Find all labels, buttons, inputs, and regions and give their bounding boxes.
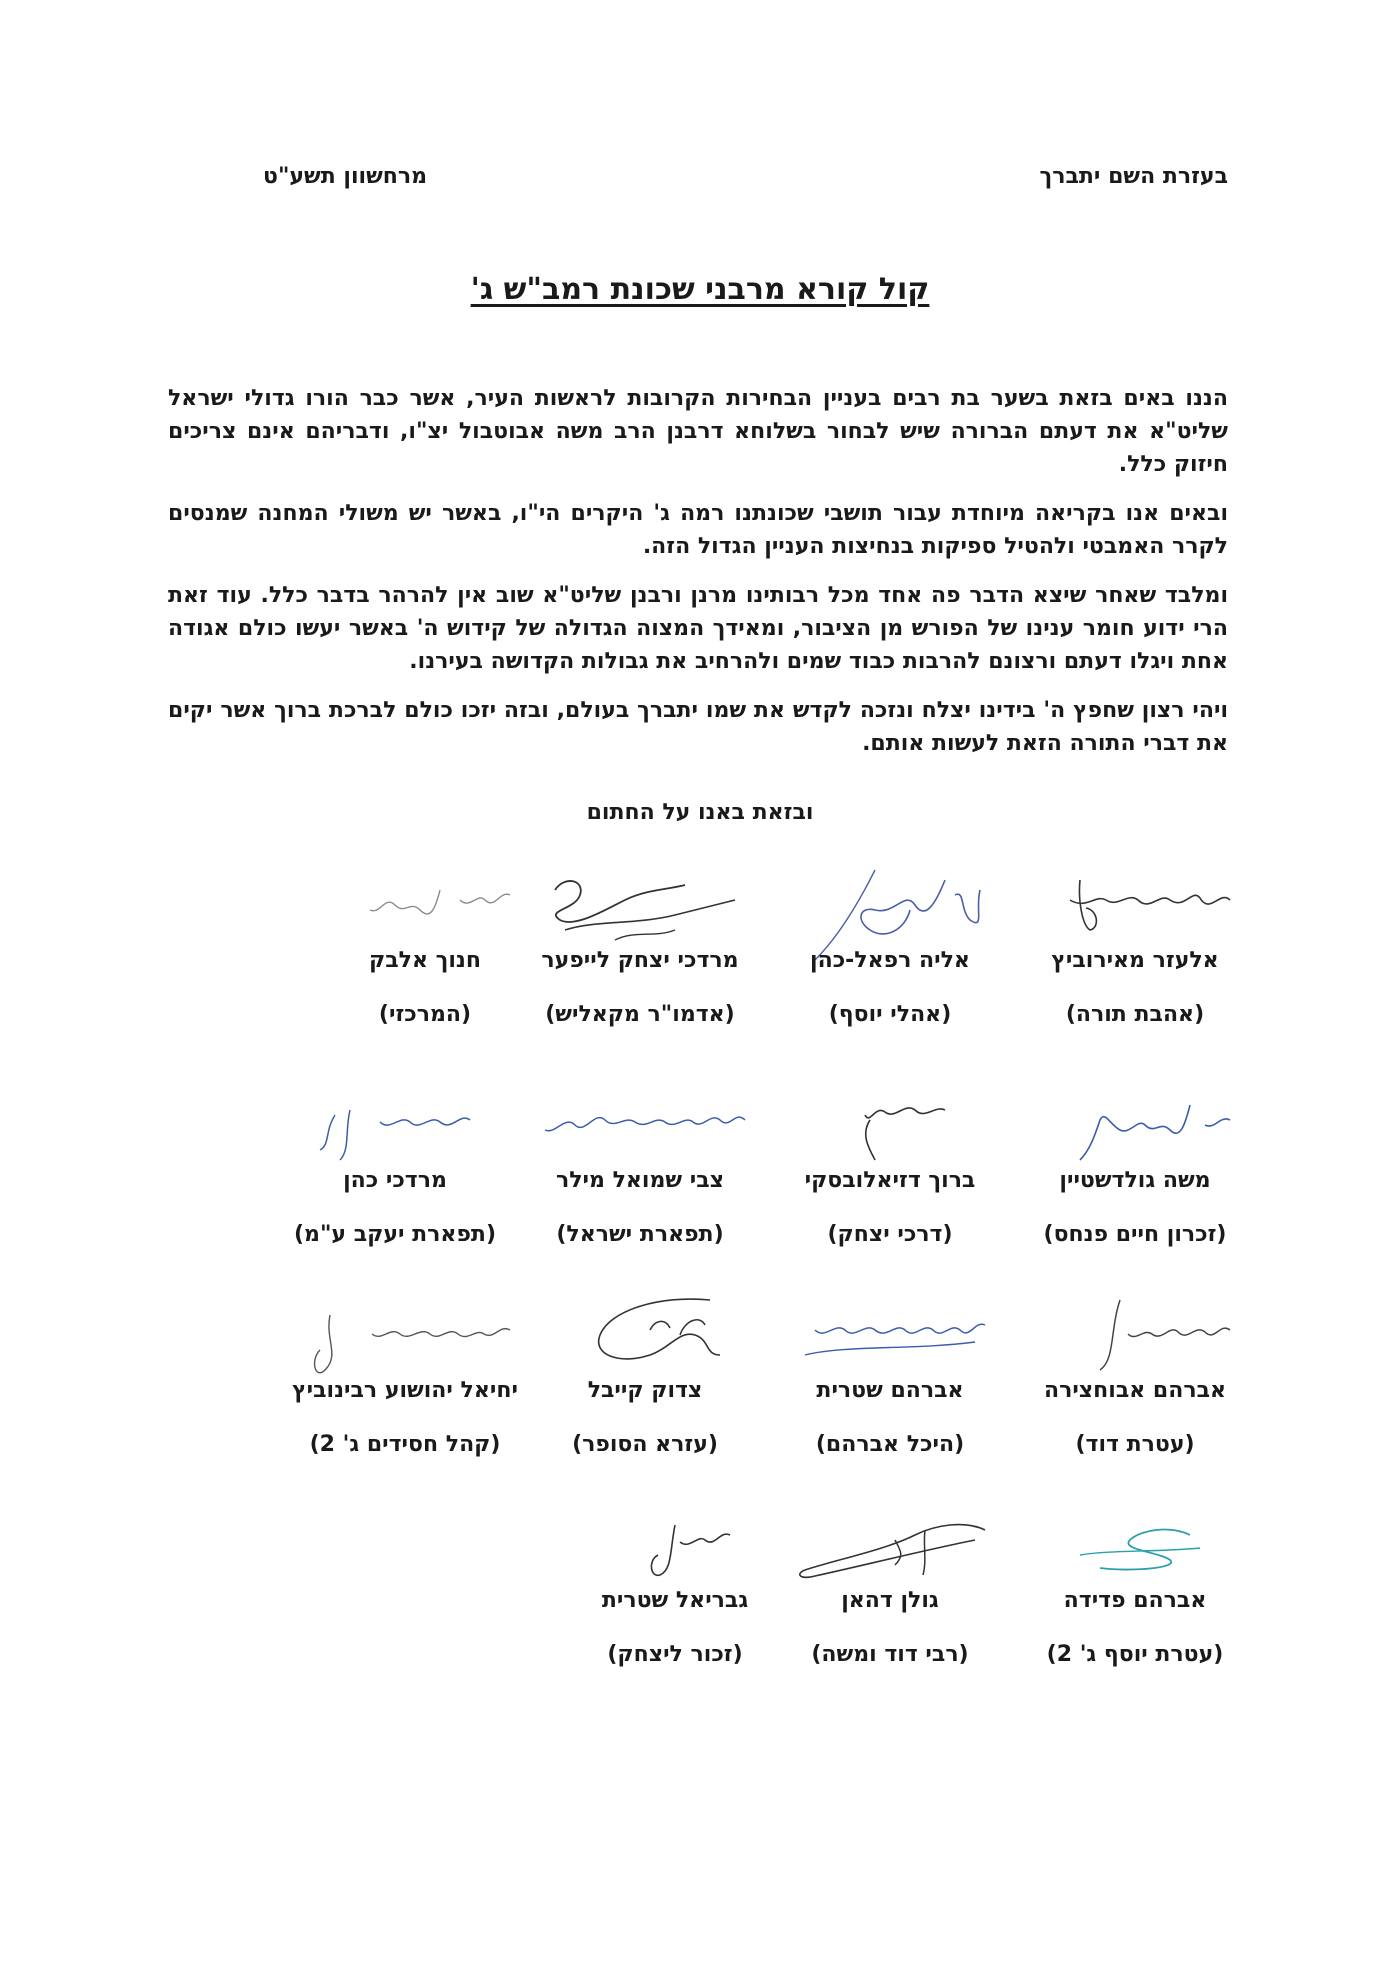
signer-name: אברהם פדידה (1063, 1588, 1207, 1613)
signer-block (1010, 1300, 1260, 1480)
signature-scribble (525, 1090, 755, 1170)
signer-name: אליה רפאל-כהן (810, 948, 970, 973)
signer-institution: (דרכי יצחק) (827, 1222, 953, 1247)
signer-institution: (עטרת דוד) (1075, 1432, 1195, 1457)
signer-name: משה גולדשטיין (1059, 1168, 1211, 1193)
paragraph-1-start: הננו באים בזאת בשער בת רבים בעניין הבחירות הקרובות לראשות העיר, אשר כבר הורו גדולי ישראל שליט"א את דעתם הברורה שיש לבחור בשלוחא דרבנן (168, 386, 1228, 444)
signature-scribble (525, 870, 755, 950)
signature-scribble (1020, 1510, 1250, 1590)
candidate-name: הרב משה אבוטבול (458, 419, 656, 444)
signer-name: אברהם אבוחצירה (1043, 1378, 1227, 1403)
signer-block (550, 1510, 800, 1690)
signer-block (515, 1090, 765, 1270)
signature-image (1020, 870, 1250, 950)
signer-institution: (אהבת תורה) (1065, 1002, 1205, 1027)
signer-block (270, 1090, 520, 1270)
header-date: מרחשוון תשע"ט (263, 164, 428, 189)
signature-image (560, 1510, 790, 1590)
signature-image (775, 1300, 1005, 1380)
signer-name: גבריאל שטרית (601, 1588, 749, 1613)
paragraph-4: ויהי רצון שחפץ ה' בידינו יצלח ונזכה לקדש את שמו יתברך בעולם, ובזה יזכו כולם לברכת ברוך אשר יקים את דברי התורה הזאת לעשות אותם. (168, 698, 1228, 756)
signer-block (1010, 1090, 1260, 1270)
signer-institution: (תפארת יעקב ע"מ) (294, 1222, 496, 1247)
signature-image (1020, 1510, 1250, 1590)
signer-institution: (היכל אברהם) (815, 1432, 965, 1457)
signature-image (775, 1510, 1005, 1590)
signature-scribble (775, 870, 1005, 950)
signature-scribble (290, 1300, 520, 1380)
signer-block (1010, 870, 1260, 1050)
signature-image (525, 870, 755, 950)
signer-name: יחיאל יהושוע רבינוביץ (292, 1378, 518, 1403)
signer-name: חנוך אלבק (369, 948, 481, 973)
document-title: קול קורא מרבני שכונת רמב"ש ג' (470, 272, 930, 307)
signature-scribble (1020, 1300, 1250, 1380)
signer-institution: (עטרת יוסף ג' 2) (1046, 1642, 1224, 1667)
paragraph-1-end: יצ"ו, ודבריהם אינם צריכים חיזוק כלל. (168, 419, 1228, 477)
signer-name: גולן דהאן (841, 1588, 939, 1613)
signer-institution: (רבי דוד ומשה) (811, 1642, 969, 1667)
signature-scribble (310, 870, 540, 950)
signer-institution: (זכור ליצחק) (607, 1642, 743, 1667)
signature-scribble (1020, 870, 1250, 950)
signer-institution: (קהל חסידים ג' 2) (309, 1432, 501, 1457)
signer-institution: (עזרא הסופר) (572, 1432, 718, 1457)
signature-scribble (280, 1090, 510, 1170)
signature-image (1020, 1090, 1250, 1170)
signer-institution: (אדמו"ר מקאליש) (545, 1002, 735, 1027)
signer-block (765, 870, 1015, 1050)
letter-body (168, 382, 1228, 776)
signer-block (280, 1300, 530, 1480)
signature-scribble (775, 1510, 1005, 1590)
paragraph-3: ומלבד שאחר שיצא הדבר פה אחד מכל רבותינו מרנן ורבנן שליט"א שוב אין להרהר בדבר כלל. עוד זאת הרי ידוע חומר ענינו של הפורש מן הציבור, ומאידך המצוה הגדולה של קידוש ה' באשר יעשו כולם אגודה אחת ויגלו דעתם ורצונם להרבות כבוד שמים ולהרחיב את גבולות הקדושה בעירנו. (168, 583, 1228, 674)
paragraph-2: ובאים אנו בקריאה מיוחדת עבור תושבי שכונתנו רמה ג' היקרים הי"ו, באשר יש משולי המחנה שמנסים לקרר האמבטי ולהטיל ספיקות בנחיצות העניין הגדול הזה. (168, 501, 1228, 559)
signer-institution: (תפארת ישראל) (556, 1222, 724, 1247)
signer-name: מרדכי יצחק לייפער (541, 948, 739, 973)
signature-image (1020, 1300, 1250, 1380)
signer-block (765, 1090, 1015, 1270)
signer-name: אלעזר מאירוביץ (1051, 948, 1219, 973)
signature-image (530, 1300, 760, 1380)
signature-image (775, 870, 1005, 950)
header-blessing: בעזרת השם יתברך (1039, 164, 1228, 189)
signer-institution: (זכרון חיים פנחס) (1043, 1222, 1227, 1247)
signature-image (775, 1090, 1005, 1170)
signature-image (280, 1090, 510, 1170)
signer-block (520, 1300, 770, 1480)
signature-scribble (560, 1510, 790, 1590)
signer-institution: (אהלי יוסף) (828, 1002, 952, 1027)
signature-image (290, 1300, 520, 1380)
signer-block (1010, 1510, 1260, 1690)
signer-name: ברוך דזיאלובסקי (804, 1168, 976, 1193)
signer-block (300, 870, 550, 1050)
signature-scribble (775, 1090, 1005, 1170)
paragraph-1 (168, 382, 1228, 481)
signature-scribble (1020, 1090, 1250, 1170)
signer-block (515, 870, 765, 1050)
signer-name: מרדכי כהן (343, 1168, 447, 1193)
signature-image (525, 1090, 755, 1170)
signer-block (765, 1300, 1015, 1480)
signer-block (765, 1510, 1015, 1690)
signed-line: ובזאת באנו על החתום (586, 800, 814, 825)
signer-name: צבי שמואל מילר (555, 1168, 724, 1193)
signer-institution: (המרכזי) (378, 1002, 472, 1027)
signer-name: אברהם שטרית (816, 1378, 964, 1403)
signature-scribble (775, 1300, 1005, 1380)
signature-scribble (530, 1300, 760, 1380)
signature-image (310, 870, 540, 950)
signer-name: צדוק קייבל (587, 1378, 703, 1403)
